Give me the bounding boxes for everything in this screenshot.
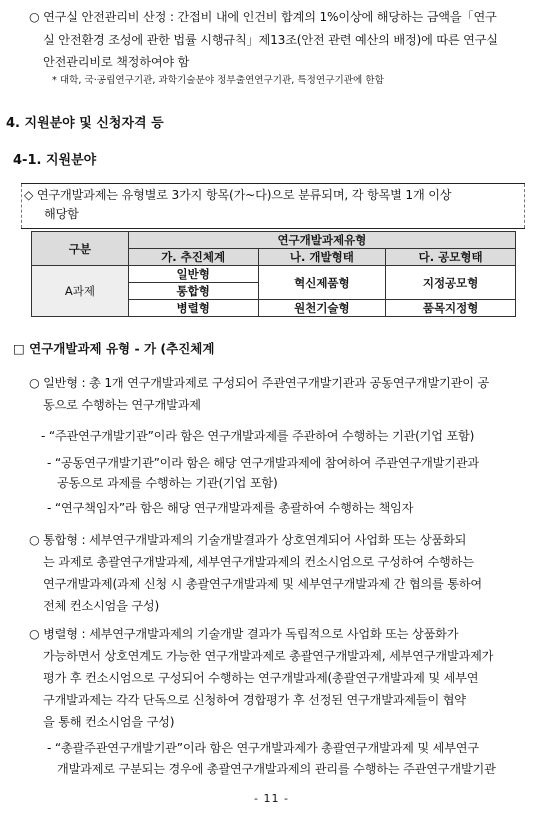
general-line2: 동으로 수행하는 연구개발과제 (43, 398, 201, 412)
parallel-line4: 구개발과제는 각각 단독으로 신청하여 경합평가 후 선정된 연구개발과제들이 협약 (43, 693, 466, 707)
subsection-heading: 4-1. 지원분야 (13, 153, 97, 168)
integrated-line1: ○ 통합형 : 세부연구개발과제의 기술개발결과가 상호연계되어 사업화 또는 상품화되 (29, 533, 467, 547)
budget-bullet-line2: 실 안전환경 조성에 관한 법률 시행규칙」제13조(안전 관련 예산의 배정)에 따른 연구실 (43, 33, 498, 47)
summary-line2: 해당함 (44, 207, 79, 221)
general-dash1: - “주관연구개발기관”이라 함은 연구개발과제를 주관하여 수행하는 기관(기업 포함) (41, 429, 475, 443)
cell-a-3: 병렬형 (128, 300, 258, 317)
parallel-line3: 평가 후 컨소시엄으로 구성되어 수행하는 연구개발과제(총괄연구개발과제 및 세부연 (43, 671, 479, 685)
cell-b-1: 혁신제품형 (258, 266, 386, 300)
footnote: * 대학, 국·공립연구기관, 과학기술분야 정부출연연구기관, 특정연구기관에 한함 (52, 75, 384, 86)
project-type-table (31, 231, 516, 317)
cell-a-1: 일반형 (128, 266, 258, 283)
page-number: - 11 - (254, 792, 289, 805)
parallel-dash1-line2: 개발과제로 구분되는 경우에 총괄연구개발과제의 관리를 수행하는 주관연구개발기관 (57, 762, 496, 776)
integrated-line2: 는 과제로 총괄연구개발과제, 세부연구개발과제의 컨소시엄으로 구성하여 수행하는 (43, 555, 474, 569)
summary-box (21, 183, 525, 229)
budget-bullet-line3: 안전관리비로 책정하여야 함 (43, 55, 190, 69)
parallel-line1: ○ 병렬형 : 세부연구개발과제의 기술개발 결과가 독립적으로 사업화 또는 상품화가 (29, 627, 459, 641)
integrated-line4: 전체 컨소시엄을 구성) (43, 599, 160, 613)
cell-c-2: 품목지정형 (386, 300, 516, 317)
row-label: A과제 (32, 266, 129, 317)
cell-a-2: 통합형 (128, 283, 258, 300)
general-dash2-line1: - “공동연구개발기관”이라 함은 해당 연구개발과제에 참여하여 주관연구개발기관과 (47, 456, 479, 470)
general-dash2-line2: 공동으로 과제를 수행하는 기관(기업 포함) (57, 476, 278, 490)
summary-line1: ◇ 연구개발과제는 유형별로 3가지 항목(가~다)으로 분류되며, 각 항목별 1개 이상 (24, 188, 452, 202)
general-dash3: - “연구책임자”라 함은 해당 연구개발과제를 총괄하여 수행하는 책임자 (47, 501, 414, 515)
header-col-c: 다. 공모형태 (386, 249, 516, 266)
header-col-a: 가. 추진체계 (128, 249, 258, 266)
header-col-b: 나. 개발형태 (258, 249, 386, 266)
header-category: 구분 (32, 232, 129, 266)
general-line1: ○ 일반형 : 총 1개 연구개발과제로 구성되어 주관연구개발기관과 공동연구개발기관이 공 (29, 376, 490, 390)
cell-b-2: 원천기술형 (258, 300, 386, 317)
cell-c-1: 지정공모형 (386, 266, 516, 300)
header-group: 연구개발과제유형 (128, 232, 515, 249)
parallel-dash1-line1: - “총괄주관연구개발기관”이라 함은 연구개발과제가 총괄연구개발과제 및 세부연구 (47, 741, 479, 755)
types-section-title: □ 연구개발과제 유형 - 가 (추진체계 (13, 341, 215, 356)
integrated-line3: 연구개발과제(과제 신청 시 총괄연구개발과제 및 세부연구개발과제 간 협의를 통하여 (43, 577, 483, 591)
section-heading: 4. 지원분야 및 신청자격 등 (6, 116, 164, 131)
budget-bullet-line1: ○ 연구실 안전관리비 산정 : 간접비 내에 인건비 합계의 1%이상에 해당하는 금액을「연구 (29, 10, 497, 24)
parallel-line5: 을 통해 컨소시엄을 구성) (43, 715, 175, 729)
parallel-line2: 가능하면서 상호연계도 가능한 연구개발과제로 총괄연구개발과제, 세부연구개발과제가 (43, 649, 494, 663)
